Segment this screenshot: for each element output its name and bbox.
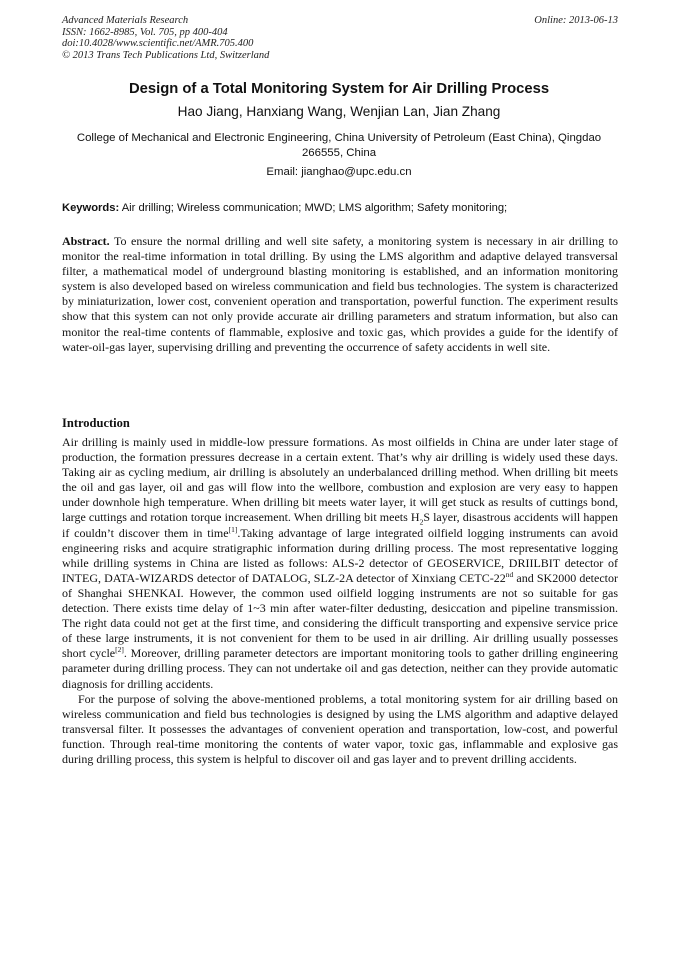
keywords-text: Air drilling; Wireless communication; MWD; LMS algorithm; Safety monitoring; (119, 202, 508, 214)
keywords (62, 201, 618, 216)
journal-copyright: © 2013 Trans Tech Publications Ltd, Switzerland (62, 49, 270, 61)
introduction-paragraph-2: For the purpose of solving the above-mentioned problems, a total monitoring system for air drilling based on wireless communication and field bus technologies is designed by using the LMS algorithm and adaptive delayed transversal filter. It possesses the advantages of convenient operation and transportation, low-cost, and powerful function. Through real-time monitoring the contents of water vapor, toxic gas, inflammable and explosive gas during drilling process, this system is helpful to discover oil and gas layer and to prevent drilling accidents. (62, 691, 618, 766)
paper-authors: Hao Jiang, Hanxiang Wang, Wenjian Lan, Jian Zhang (177, 104, 501, 119)
p1-text-a: Air drilling is mainly used in middle-low pressure formations. As most oilfields in China are under later stage of production, the formation pressures decrease in a certain extent. That’s why air drilling is widely used these days. Taking air as cycling medium, air drilling is absolutely an underbalanced drilling method. When drilling bit meets the oil and gas layer, oil and gas will flow into the wellbore, combustion and explosion are very easy to happen under downhole high temperature. When drilling bit meets water layer, it will get stuck as results of cuttings bond, large cuttings and rotation torque increasement. When drilling bit meets H (62, 435, 618, 525)
paper-title: Design of a Total Monitoring System for Air Drilling Process (128, 81, 550, 97)
introduction-paragraph-1 (62, 435, 618, 692)
p1-text-c: .Taking advantage of large integrated oilfield logging instruments can avoid engineering risks and acquire stratigraphic information during drilling process. The most representative logging while drilling systems in China are listed as follows: ALS-2 detector of GEOSERVICE, DRIILBIT detector of INTEG, DATA-WIZARDS detector of DATALOG, SLZ-2A detector of Xinxiang CETC-22 (62, 525, 618, 585)
p1-text-e: . Moreover, drilling parameter detectors are important monitoring tools to gather drilling engineering parameter during drilling process. They can not undertake oil and gas detection, neither can they provide automatic diagnosis for drilling accidents. (62, 646, 619, 691)
p1-text-d: and SK2000 detector of Shanghai SHENKAI. However, the common used oilfield logging instruments are not so suitable for gas detection. There exists time delay of 1~3 min after water-filter dedusting, desiccation and pipeline transmission. The right data could not get at the first time, and considering the difficult transporting and expensive service price of these large instruments, it is not convenient for them to be used in air drilling. Air drilling usually possesses short cycle (62, 570, 618, 661)
online-date: Online: 2013-06-13 (534, 15, 618, 26)
abstract-label: Abstract. (62, 234, 110, 248)
p1-text-b: S layer, disastrous accidents will happen if couldn’t discover them in time (62, 510, 618, 540)
citation-2: [2] (115, 645, 124, 655)
keywords-label: Keywords: (62, 202, 120, 214)
journal-header (62, 15, 618, 61)
abstract-text: To ensure the normal drilling and well site safety, a monitoring system is necessary in air drilling to monitor the real-time information in total drilling. By using the LMS algorithm and adaptive delayed transversal filter, a mathematical model of underground blasting monitoring is established, and an information monitoring system is also developed based on wireless communication and field bus technologies. The system is characterized by miniaturization, lower cost, convenient operation and transportation, powerful function. The experiment results show that this system can not only provide accurate air drilling parameters and stratum information, but also can monitor the real-time contents of flammable, explosive and toxic gas, which provides a guide for the identify of water-oil-gas layer, supervising drilling and preventing the occurrence of safety accidents in well site. (62, 234, 618, 354)
journal-name: Advanced Materials Research (62, 15, 189, 26)
p1-subscript: 2 (419, 517, 424, 527)
introduction-body (62, 435, 618, 767)
citation-1: [1] (228, 524, 238, 534)
abstract (62, 234, 618, 355)
journal-doi: doi:10.4028/www.scientific.net/AMR.705.400 (62, 38, 254, 49)
section-heading-introduction: Introduction (62, 416, 130, 430)
journal-issn: ISSN: 1662-8985, Vol. 705, pp 400-404 (62, 26, 228, 38)
author-email: Email: jianghao@upc.edu.cn (266, 166, 412, 178)
ordinal-superscript: nd (505, 569, 514, 579)
paper-affiliation: College of Mechanical and Electronic Engineering, China University of Petroleum (East China), Qingdao 266555, China (76, 132, 602, 159)
